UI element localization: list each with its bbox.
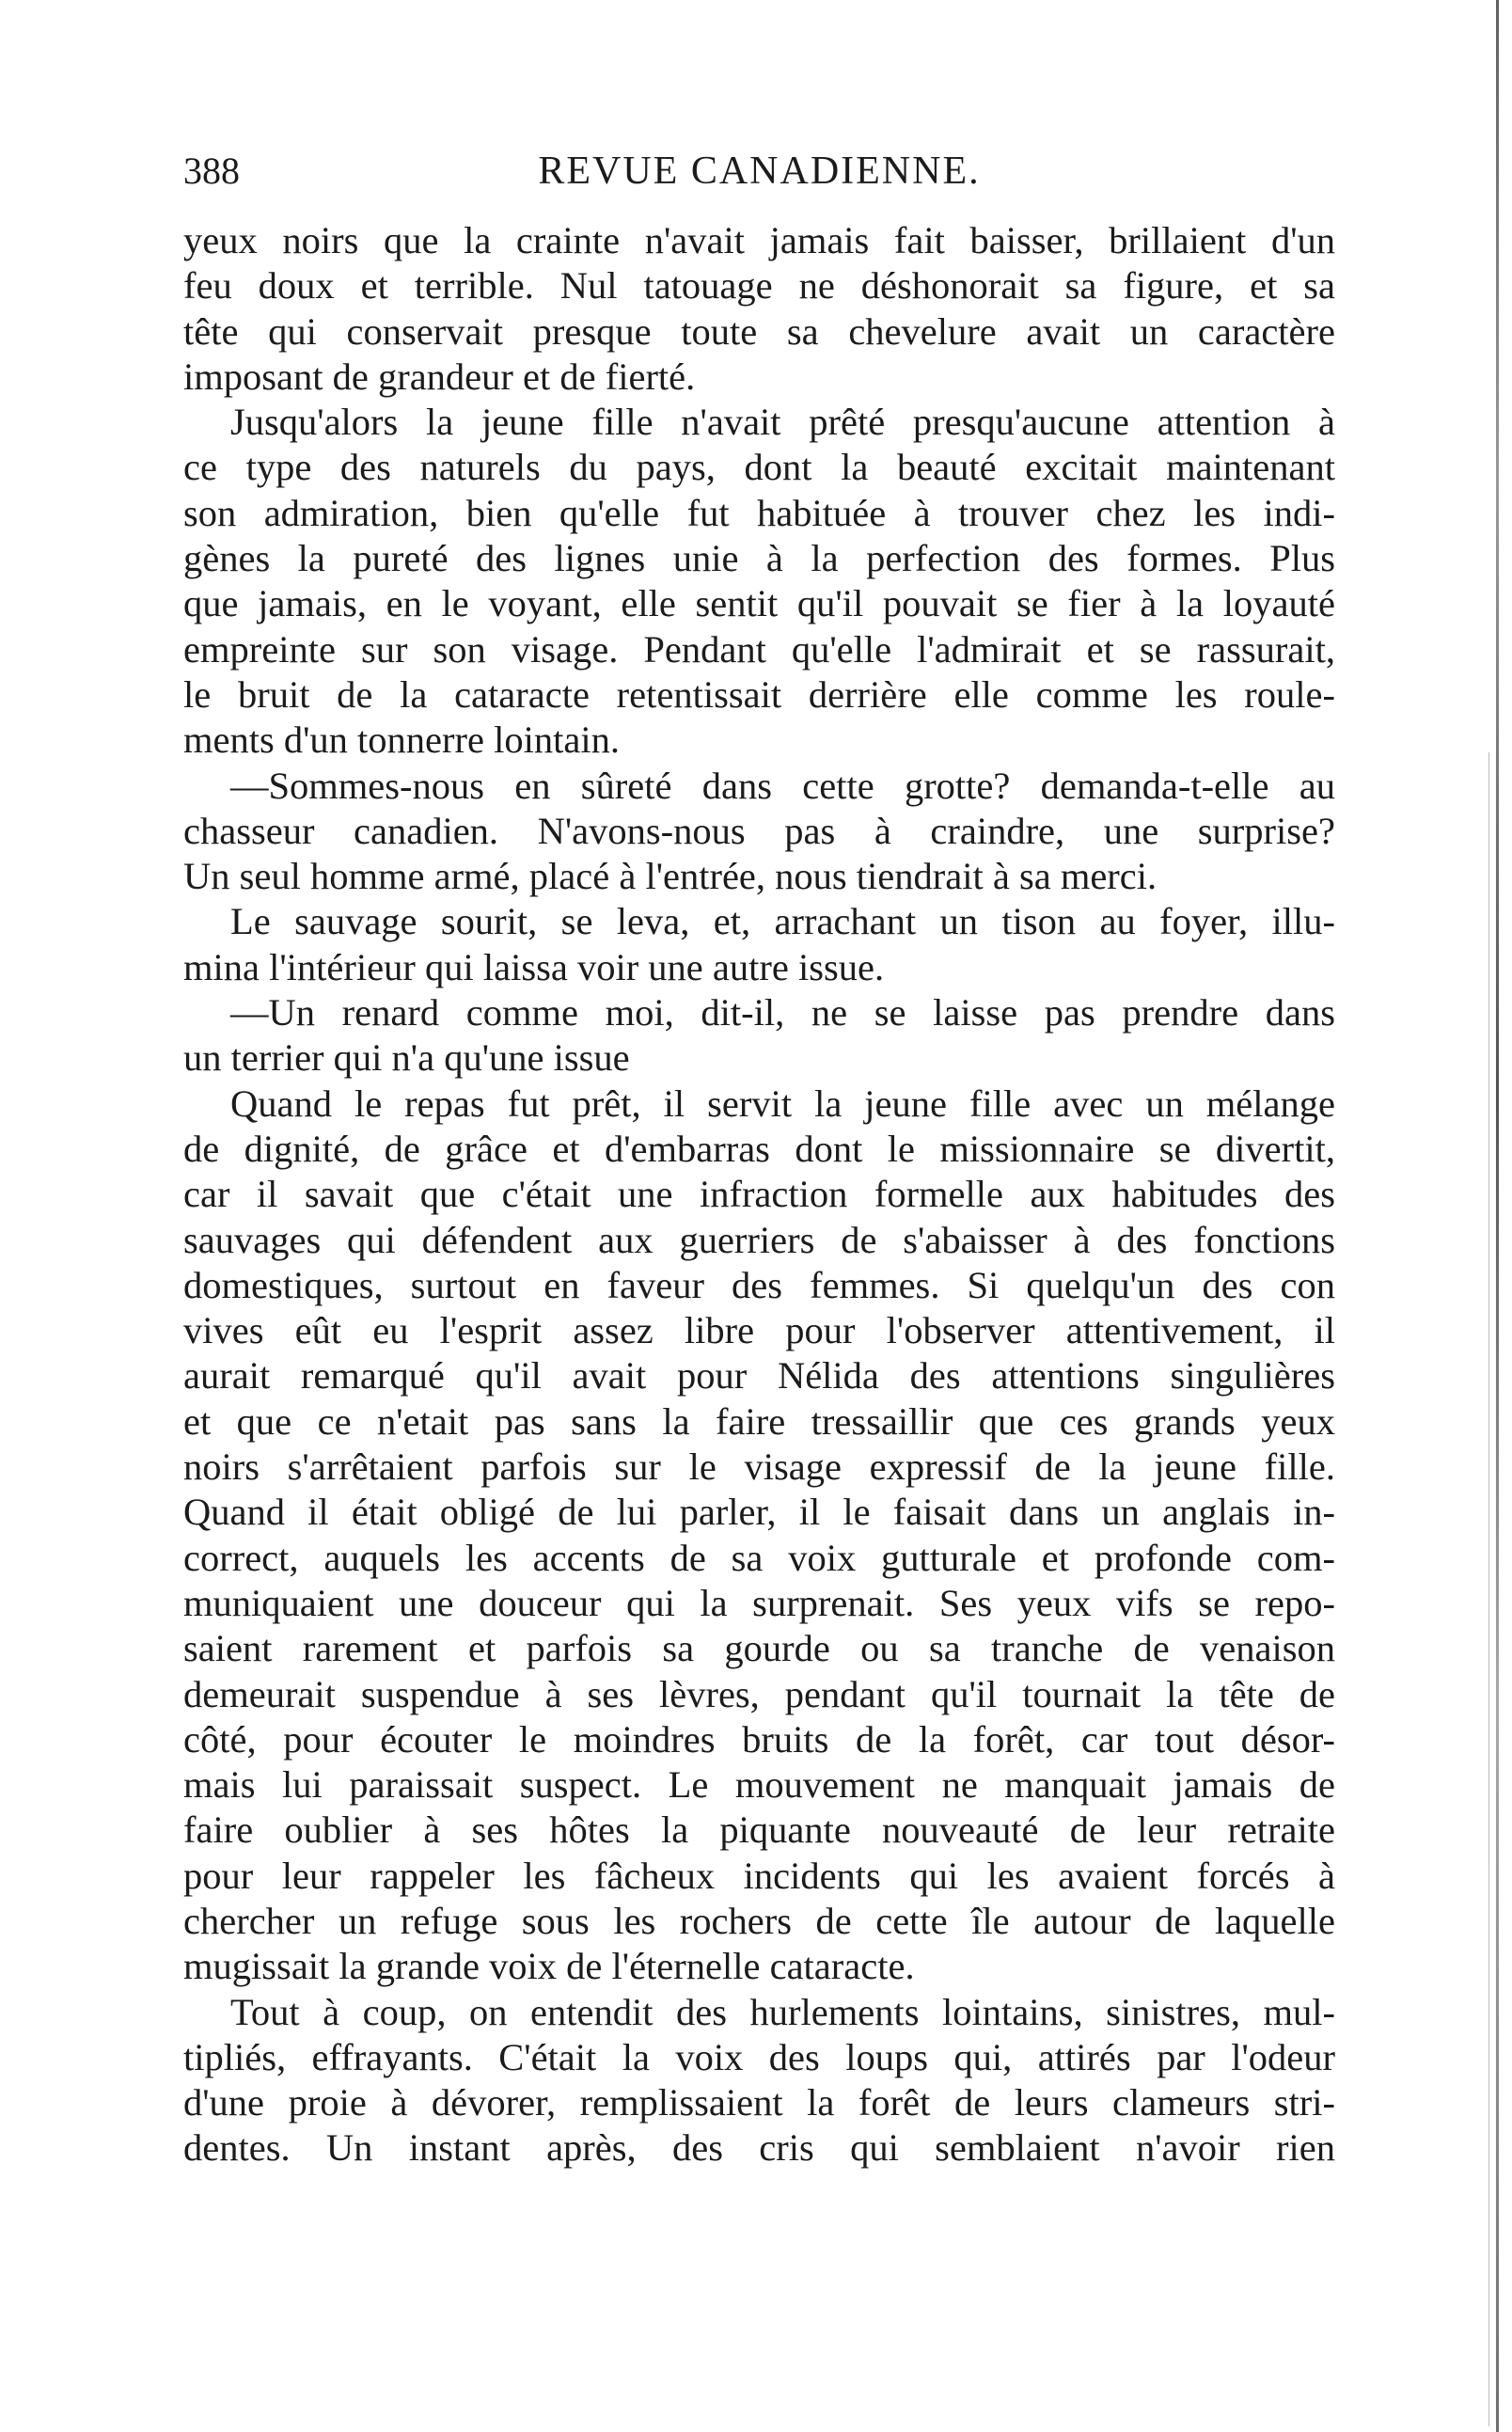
running-header [183,141,1335,197]
text-line: Un seul homme armé, placé à l'entrée, nous tiendrait à sa merci. [183,855,1158,898]
text-line: dentes. Un instant après, des cris qui semblaient n'avoir rien [183,2126,1335,2170]
text-line: ce type des naturels du pays, dont la beauté excitait maintenant [183,446,1335,489]
text-line: Le sauvage sourit, se leva, et, arrachant un tison au foyer, illu- [230,900,1335,943]
text-line: de dignité, de grâce et d'embarras dont le missionnaire se divertit, [183,1127,1335,1170]
text-line: Quand il était obligé de lui parler, il le faisait dans un anglais in- [183,1491,1335,1534]
text-line: muniquaient une douceur qui la surprenait. Ses yeux vifs se repo- [183,1581,1335,1624]
page-edge-line-faint [1488,752,1489,2426]
text-line: —Un renard comme moi, dit-il, ne se laisse pas prendre dans [230,991,1335,1034]
text-line: son admiration, bien qu'elle fut habituée à trouver chez les indi- [183,491,1335,534]
page-edge-line [1496,0,1499,2432]
text-line: d'une proie à dévorer, remplissaient la forêt de leurs clameurs stri- [183,2081,1335,2124]
text-line: et que ce n'etait pas sans la faire tressaillir que ces grands yeux [183,1399,1335,1443]
running-title: REVUE CANADIENNE. [538,150,981,193]
text-line: mina l'intérieur qui laissa voir une autre issue. [183,945,885,988]
text-line: gènes la pureté des lignes unie à la perfection des formes. Plus [183,537,1335,580]
text-line: côté, pour écouter le moindres bruits de la forêt, car tout désor- [183,1717,1335,1761]
text-line: domestiques, surtout en faveur des femmes. Si quelqu'un des con [183,1263,1335,1306]
text-line: mugissait la grande voix de l'éternelle cataracte. [183,1945,915,1988]
text-line: chercher un refuge sous les rochers de cette île autour de laquelle [183,1899,1335,1942]
text-line: un terrier qui n'a qu'une issue [183,1036,630,1080]
text-line: pour leur rappeler les fâcheux incidents qui les avaient forcés à [183,1854,1335,1897]
text-line: car il savait que c'était une infraction formelle aux habitudes des [183,1173,1335,1216]
text-line: Jusqu'alors la jeune fille n'avait prêté presqu'aucune attention à [230,401,1335,444]
text-line: tipliés, effrayants. C'était la voix des loups qui, attirés par l'odeur [183,2035,1335,2078]
text-line: feu doux et terrible. Nul tatouage ne déshonorait sa figure, et sa [183,264,1335,308]
text-line: correct, auquels les accents de sa voix gutturale et profonde com- [183,1536,1335,1579]
text-line: Tout à coup, on entendit des hurlements lointains, sinistres, mul- [230,1990,1335,2033]
text-line: chasseur canadien. N'avons-nous pas à craindre, une surprise? [183,809,1335,852]
text-line: que jamais, en le voyant, elle sentit qu'il pouvait se fier à la loyauté [183,582,1335,625]
text-line: —Sommes-nous en sûreté dans cette grotte? demanda-t-elle au [230,764,1335,807]
text-line: noirs s'arrêtaient parfois sur le visage expressif de la jeune fille. [183,1445,1335,1489]
text-line: mais lui paraissait suspect. Le mouvement ne manquait jamais de [183,1763,1335,1807]
body-text [183,218,1335,2171]
text-line: tête qui conservait presque toute sa chevelure avait un caractère [183,309,1335,353]
page-number: 388 [183,150,240,192]
text-line: sauvages qui défendent aux guerriers de s'abaisser à des fonctions [183,1218,1335,1261]
text-line: vives eût eu l'esprit assez libre pour l'observer attentivement, il [183,1309,1335,1352]
text-line: demeurait suspendue à ses lèvres, pendant qu'il tournait la tête de [183,1672,1335,1715]
text-line: saient rarement et parfois sa gourde ou sa tranche de venaison [183,1627,1335,1670]
text-line: faire oublier à ses hôtes la piquante nouveauté de leur retraite [183,1808,1335,1852]
text-line: aurait remarqué qu'il avait pour Nélida des attentions singulières [183,1354,1335,1398]
text-line: yeux noirs que la crainte n'avait jamais fait baisser, brillaient d'un [183,219,1335,261]
text-line: Quand le repas fut prêt, il servit la jeune fille avec un mélange [230,1082,1335,1125]
text-line: ments d'un tonnerre lointain. [183,719,620,762]
text-line: empreinte sur son visage. Pendant qu'elle l'admirait et se rassurait, [183,627,1335,671]
text-line: le bruit de la cataracte retentissait derrière elle comme les roule- [183,672,1335,716]
text-line: imposant de grandeur et de fierté. [183,355,696,398]
